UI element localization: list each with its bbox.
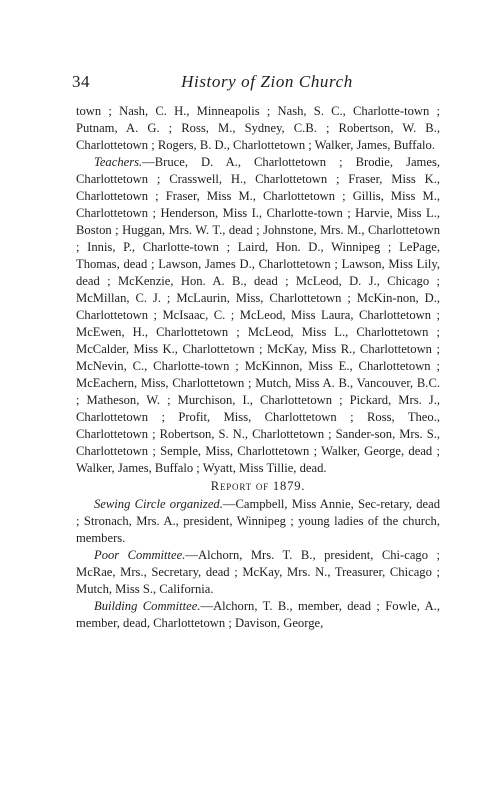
sewing-circle-paragraph (76, 496, 440, 547)
building-committee-paragraph (76, 598, 440, 632)
continued-list-paragraph (76, 103, 440, 154)
section-heading: Report of 1879. (210, 479, 306, 493)
poor-committee-paragraph (76, 547, 440, 598)
body-text (76, 103, 440, 632)
paragraph-text: —Bruce, D. A., Charlottetown ; Brodie, James, Charlottetown ; Crasswell, H., Charlottetown ; Fraser, Miss K., Charlottetown ; Fraser, Miss M., Charlottetown ; Gillis, Miss M., Charlottetown ; Henderson, Miss I., Charlotte-town ; Harvie, Miss L., Boston ; Huggan, Mrs. W. T., dead ; Johnstone, Mrs. M., Charlottetown ; Innis, P., Charlotte-town ; Laird, Hon. D., Winnipeg ; LePage, Thomas, dead ; Lawson, James D., Charlottetown ; Lawson, Miss Lily, dead ; McKenzie, Hon. A. B., dead ; McLeod, D. J., Chicago ; McMillan, C. J. ; McLaurin, Miss, Charlottetown ; McKin-non, D., Charlottetown ; McIsaac, C. ; McLeod, Miss Laura, Charlottetown ; McEwen, H., Charlottetown ; McLeod, Miss L., Charlottetown ; McCalder, Miss K., Charlottetown ; McKay, Miss R., Charlottetown ; McNevin, C., Charlotte-town ; McKinnon, Miss E., Charlottetown ; McEachern, Miss, Charlottetown ; Mutch, Miss A. B., Vancouver, B.C. ; Matheson, W. ; Murchison, I., Charlottetown ; Pickard, Mrs. J., Charlottetown ; Profit, Miss, Charlottetown ; Ross, Theo., Charlottetown ; Robertson, S. N., Charlottetown ; Sander-son, Mrs. S., Charlottetown ; Semple, Miss, Charlottetown ; Walker, George, dead ; Walker, James, Buffalo ; Wyatt, Miss Tillie, dead. (76, 155, 440, 475)
paragraph-text: —Alchorn, T. B., member, dead ; Fowle, A., member, dead, Charlottetown ; Davison, George, (76, 599, 440, 630)
teachers-heading: Teachers. (94, 155, 143, 169)
poor-committee-heading: Poor Committee. (94, 548, 186, 562)
sewing-circle-heading: Sewing Circle organized. (94, 497, 223, 511)
paragraph-text: —Alchorn, Mrs. T. B., president, Chi-cago ; McRae, Mrs., Secretary, dead ; McKay, Mrs. N., Treasurer, Chicago ; Mutch, Miss S., California. (76, 548, 440, 596)
page-header (72, 72, 444, 94)
page-number: 34 (72, 72, 90, 91)
running-title: History of Zion Church (181, 72, 353, 91)
teachers-paragraph (76, 154, 440, 477)
paragraph-text: town ; Nash, C. H., Minneapolis ; Nash, S. C., Charlotte-town ; Putnam, A. G. ; Ross, M., Sydney, C.B. ; Robertson, W. B., Charlottetown ; Rogers, B. D., Charlottetown ; Walker, James, Buffalo. (76, 104, 440, 152)
paragraph-text: —Campbell, Miss Annie, Sec-retary, dead ; Stronach, Mrs. A., president, Winnipeg ; young ladies of the church, members. (76, 497, 440, 545)
building-committee-heading: Building Committee. (94, 599, 201, 613)
